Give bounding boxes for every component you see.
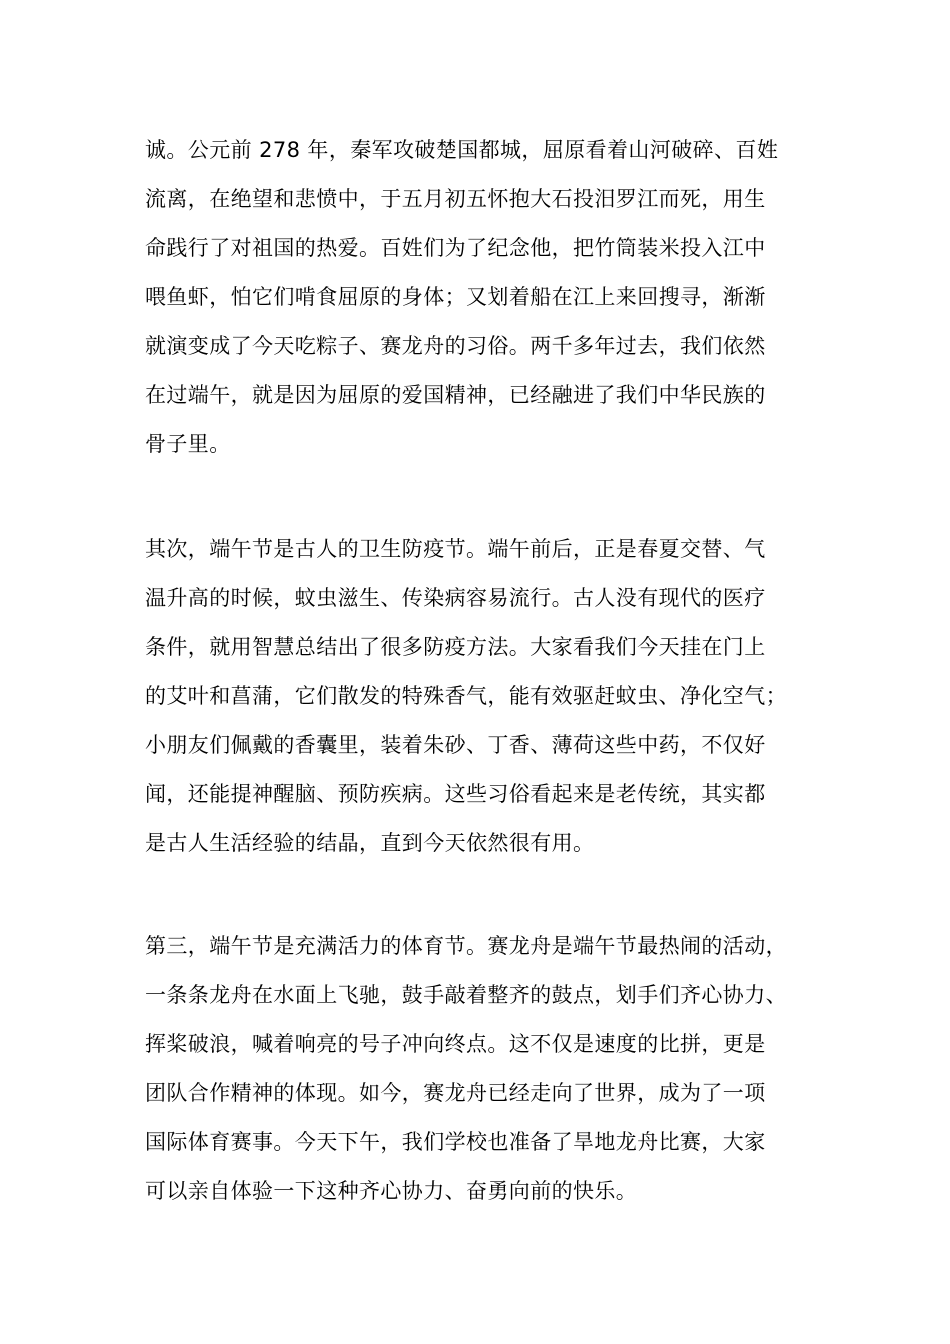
text-line: 在过端午，就是因为屈原的爱国精神，已经融进了我们中华民族的 (145, 383, 766, 407)
text-line: 挥桨破浪，喊着响亮的号子冲向终点。这不仅是速度的比拼，更是 (145, 1032, 766, 1056)
text-line: 命践行了对祖国的热爱。百姓们为了纪念他，把竹筒装米投入江中 (145, 236, 766, 260)
text-line: 流离，在绝望和悲愤中，于五月初五怀抱大石投汨罗江而死，用生 (145, 187, 766, 211)
text-line: 的艾叶和菖蒲，它们散发的特殊香气，能有效驱赶蚊虫、净化空气； (145, 684, 787, 708)
text-line: 条件，就用智慧总结出了很多防疫方法。大家看我们今天挂在门上 (145, 635, 766, 659)
text-line: 国际体育赛事。今天下午，我们学校也准备了旱地龙舟比赛，大家 (145, 1130, 766, 1154)
text-line: 骨子里。 (145, 432, 231, 456)
text-line: 温升高的时候，蚊虫滋生、传染病容易流行。古人没有现代的医疗 (145, 586, 766, 610)
text-line: 小朋友们佩戴的香囊里，装着朱砂、丁香、薄荷这些中药，不仅好 (145, 733, 766, 757)
text-line: 是古人生活经验的结晶，直到今天依然很有用。 (145, 831, 595, 855)
text-line: 就演变成了今天吃粽子、赛龙舟的习俗。两千多年过去，我们依然 (145, 334, 766, 358)
paragraph-hygiene-festival (145, 525, 825, 868)
text-line: 可以亲自体验一下这种齐心协力、奋勇向前的快乐。 (145, 1179, 638, 1203)
text-line: 团队合作精神的体现。如今，赛龙舟已经走向了世界，成为了一项 (145, 1081, 766, 1105)
paragraph-qu-yuan (145, 126, 825, 469)
text-line: 喂鱼虾，怕它们啃食屈原的身体；又划着船在江上来回搜寻，渐渐 (145, 285, 766, 309)
text-line: 一条条龙舟在水面上飞驰，鼓手敲着整齐的鼓点，划手们齐心协力、 (145, 983, 787, 1007)
paragraph-sports-festival (145, 922, 825, 1216)
text-line: 诚。公元前 278 年，秦军攻破楚国都城，屈原看着山河破碎、百姓 (145, 138, 779, 162)
text-line: 闻，还能提神醒脑、预防疾病。这些习俗看起来是老传统，其实都 (145, 782, 766, 806)
text-line: 第三，端午节是充满活力的体育节。赛龙舟是端午节最热闹的活动， (145, 934, 787, 958)
text-line: 其次，端午节是古人的卫生防疫节。端午前后，正是春夏交替、气 (145, 537, 766, 561)
